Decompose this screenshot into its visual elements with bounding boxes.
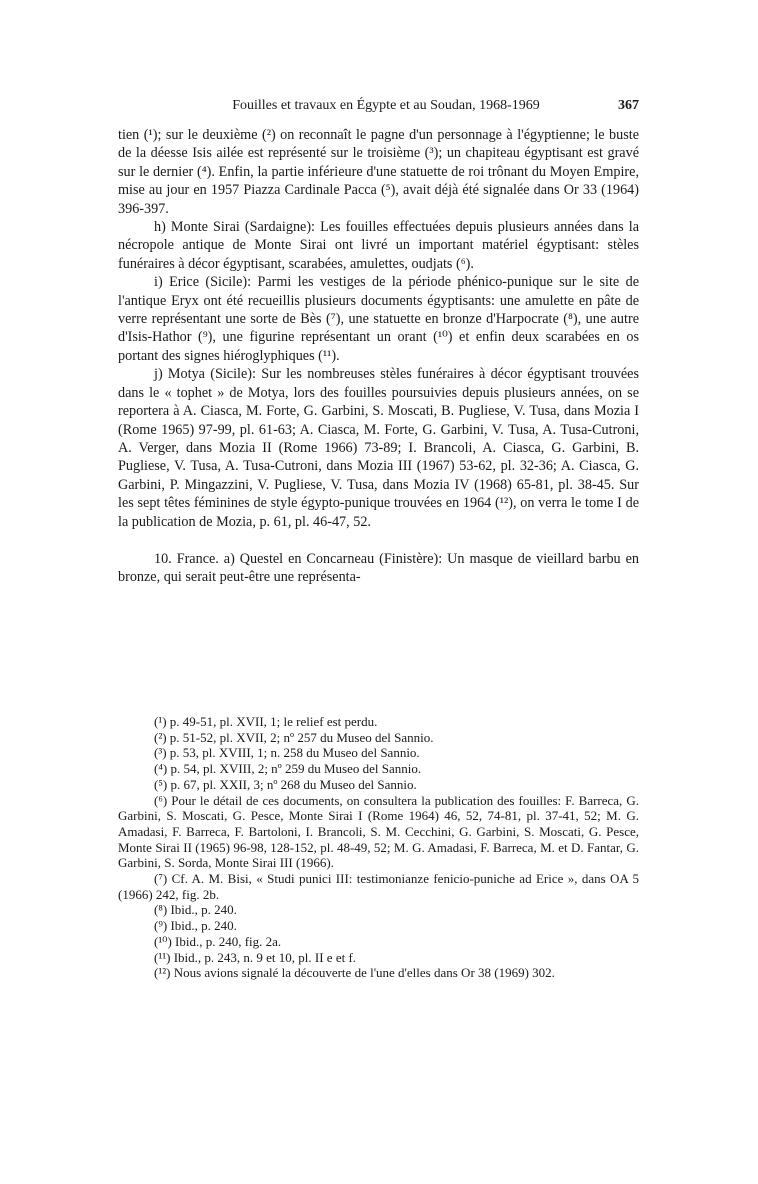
footnote-4: (⁴) p. 54, pl. XVIII, 2; nº 259 du Museo del Sannio. [154, 761, 422, 777]
footnote-12: (¹²) Nous avions signalé la découverte de l'une d'elles dans Or 38 (1969) 302. [154, 965, 555, 981]
running-header [173, 97, 639, 115]
footnote-8: (⁸) Ibid., p. 240. [154, 902, 237, 918]
paragraph-motya: j) Motya (Sicile): Sur les nombreuses stèles funéraires à décor égyptisant trouvées dans le « tophet » de Motya, lors des fouilles poursuivies depuis plusieurs années, on se reportera à A. Ciasca, M. Forte, G. Garbini, S. Moscati, B. Pugliese, V. Tusa, dans Mozia I (Rome 1965) 97-99, pl. 61-63; A. Ciasca, M. Forte, G. Garbini, V. Tusa, A. Tusa-Cutroni, A. Verger, dans Mozia II (Rome 1966) 73-89; I. Brancoli, A. Ciasca, G. Garbini, B. Pugliese, V. Tusa, A. Tusa-Cutroni, dans Mozia III (1967) 53-62, pl. 32-36; A. Ciasca, G. Garbini, P. Mingazzini, V. Pugliese, V. Tusa, dans Mozia IV (1968) 65-81, pl. 38-45. Sur les sept têtes féminines de style égypto-punique trouvées en 1964 (¹²), on verra le tome I de la publication de Mozia, p. 61, pl. 46-47, 52. [118, 366, 639, 530]
footnote-5: (⁵) p. 67, pl. XXII, 3; nº 268 du Museo del Sannio. [154, 776, 417, 792]
footnote-9: (⁹) Ibid., p. 240. [154, 918, 237, 934]
footnote-3: (³) p. 53, pl. XVIII, 1; n. 258 du Museo del Sannio. [154, 745, 420, 761]
main-text [118, 126, 639, 587]
paragraph-erice: i) Erice (Sicile): Parmi les vestiges de la période phénico-punique sur le site de l'antique Eryx ont été recueillis plusieurs documents égyptisants: une amulette en pâte de verre représentant une sorte de Bès (⁷), une statuette en bronze d'Harpocrate (⁸), une autre d'Isis-Hathor (⁹), une figurine représentant un orant (¹⁰) et enfin deux scarabées en os portant des signes hiéroglyphiques (¹¹). [118, 274, 639, 364]
paragraph-continuation: tien (¹); sur le deuxième (²) on reconnaît le pagne d'un personnage à l'égyptienne; le buste de la déesse Isis ailée est représenté sur le troisième (³); un chapiteau égyptisant est gravé sur le dernier (⁴). Enfin, la partie inférieure d'une statuette de roi trônant du Moyen Empire, mise au jour en 1957 Piazza Cardinale Pacca (⁵), avait déjà été signalée dans Or 33 (1964) 396-397. [118, 127, 639, 217]
footnote-1: (¹) p. 49-51, pl. XVII, 1; le relief est perdu. [154, 714, 378, 729]
paragraph-monte-sirai: h) Monte Sirai (Sardaigne): Les fouilles effectuées depuis plusieurs années dans la nécropole antique de Monte Sirai ont livré un important matériel égyptisant: stèles funéraires à décor égyptisant, scarabées, amulettes, oudjats (⁶). [118, 219, 639, 272]
footnote-11: (¹¹) Ibid., p. 243, n. 9 et 10, pl. II e et f. [154, 949, 357, 965]
running-title: Fouilles et travaux en Égypte et au Soudan, 1968-1969 [232, 98, 540, 113]
section-france-heading-paragraph: 10. France. a) Questel en Concarneau (Finistère): Un masque de vieillard barbu en bronze, qui serait peut-être une représenta- [118, 550, 639, 586]
footnote-6: (⁶) Pour le détail de ces documents, on consultera la publication des fouilles: F. Barreca, G. Garbini, S. Moscati, G. Pesce, Monte Sirai I (Rome 1964) 46, 52, 74-81, pl. 37-41, 52; M. G. Amadasi, F. Barreca, F. Bartoloni, I. Brancoli, S. M. Cecchini, G. Garbini, S. Moscati, G. Pesce, Monte Sirai II (1965) 96-98, 128-152, pl. 48-49, 52; M. G. Amadasi, F. Barreca, M. et D. Fantar, G. Garbini, S. Sorda, Monte Sirai III (1966). [118, 792, 639, 871]
footnotes [118, 714, 639, 981]
footnote-2: (²) p. 51-52, pl. XVII, 2; nº 257 du Museo del Sannio. [154, 729, 434, 745]
footnote-10: (¹⁰) Ibid., p. 240, fig. 2a. [154, 933, 282, 949]
footnote-7: (⁷) Cf. A. M. Bisi, « Studi punici III: testimonianze fenicio-puniche ad Erice », dans OA 5 (1966) 242, fig. 2b. [118, 871, 639, 902]
page-number: 367 [618, 98, 639, 113]
